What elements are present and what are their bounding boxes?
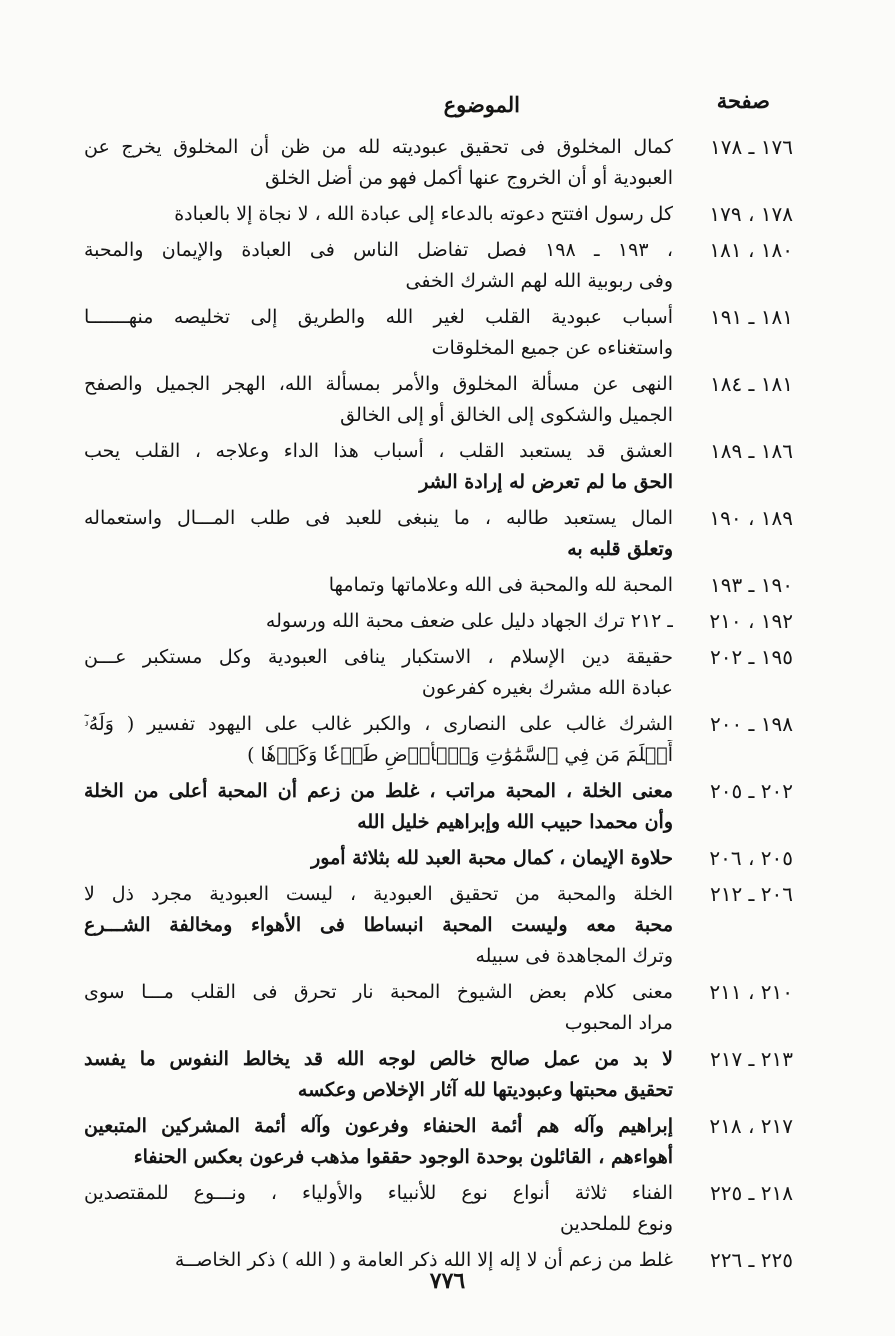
entry-pages: ١٧٦ ـ ١٧٨ — [709, 135, 793, 159]
entry-line: ـ ٢١٢ ترك الجهاد دليل على ضعف محبة الله ورسوله — [265, 610, 673, 632]
entry-text — [84, 1044, 673, 1106]
entry-line: العشق قد يستعبد القلب ، أسباب هذا الداء وعلاجه ، القلب يحب — [84, 440, 673, 462]
entry-pages: ١٨٦ ـ ١٨٩ — [709, 439, 793, 463]
entry-pages: ٢٢٥ ـ ٢٢٦ — [709, 1248, 793, 1272]
entry-line: لا بد من عمل صالح خالص لوجه الله قد يخالط النفوس ما يفسد — [84, 1048, 673, 1070]
index-entry — [84, 1111, 793, 1173]
entry-line: الجميل والشكوى إلى الخالق أو إلى الخالق — [340, 404, 673, 426]
entry-text — [84, 302, 673, 364]
entry-line: العبودية أو أن الخروج عنها أكمل فهو من أضل الخلق — [265, 167, 673, 189]
entry-line: وأن محمدا حبيب الله وإبراهيم خليل الله — [357, 811, 673, 833]
entry-line: الشرك غالب على النصارى ، والكبر غالب على اليهود تفسير ( وَلَهُۥٓ — [84, 713, 673, 735]
entry-line: تحقيق محبتها وعبوديتها لله آثار الإخلاص وعكسه — [297, 1079, 673, 1101]
index-entry — [84, 1178, 793, 1240]
index-entry — [84, 977, 793, 1039]
index-entry — [84, 879, 793, 972]
entry-pages: ١٩٥ ـ ٢٠٢ — [709, 645, 793, 669]
index-entry — [84, 606, 793, 637]
index-entry — [84, 503, 793, 565]
index-entry — [84, 436, 793, 498]
index-entry — [84, 369, 793, 431]
index-entry — [84, 235, 793, 297]
index-entries — [84, 132, 793, 1281]
entry-line: النهى عن مسألة المخلوق والأمر بمسألة الله، الهجر الجميل والصفح — [84, 373, 673, 395]
entry-text — [84, 436, 673, 498]
entry-line: ونوع للملحدين — [560, 1213, 673, 1235]
entry-pages: ١٩٢ ، ٢١٠ — [709, 609, 793, 633]
index-entry — [84, 132, 793, 194]
entry-line: المحبة لله والمحبة فى الله وعلاماتها وتمامها — [328, 574, 673, 596]
entry-line: محبة معه وليست المحبة انبساطا فى الأهواء ومخالفة الشـــرع — [84, 914, 673, 936]
entry-text — [84, 1111, 673, 1173]
entry-line: معنى الخلة ، المحبة مراتب ، غلط من زعم أن المحبة أعلى من الخلة — [84, 780, 673, 802]
entry-line: ، ١٩٣ ـ ١٩٨ فصل تفاضل الناس فى العبادة والإيمان والمحبة — [84, 239, 673, 261]
entry-line: المال يستعبد طالبه ، ما ينبغى للعبد فى طلب المـــال واستعماله — [84, 507, 673, 529]
entry-line: وفى ربوبية الله لهم الشرك الخفى — [405, 270, 673, 292]
entry-line: كمال المخلوق فى تحقيق عبوديته لله من ظن أن المخلوق يخرج عن — [84, 136, 673, 158]
entry-text — [84, 235, 673, 297]
entry-text — [84, 843, 673, 874]
entry-line: الفناء ثلاثة أنواع نوع للأنبياء والأولياء ، ونـــوع للمقتصدين — [84, 1182, 673, 1204]
entry-line: عبادة الله مشرك بغيره كفرعون — [421, 677, 673, 699]
entry-pages: ٢١٨ ـ ٢٢٥ — [709, 1181, 793, 1205]
entry-line: أهواءهم ، القائلون بوحدة الوجود حققوا مذهب فرعون بعكس الحنفاء — [133, 1146, 673, 1168]
entry-text — [84, 503, 673, 565]
entry-text — [84, 199, 673, 230]
page-column-header: صفحة — [716, 88, 770, 113]
topic-column-header: الموضوع — [443, 92, 520, 117]
entry-text — [84, 642, 673, 704]
entry-pages: ٢١٠ ، ٢١١ — [709, 980, 793, 1004]
entry-line: غلط من زعم أن لا إله إلا الله ذكر العامة و ( الله ) ذكر الخاصــة — [174, 1249, 673, 1271]
entry-line: وتعلق قلبه به — [567, 538, 673, 560]
entry-pages: ١٩٨ ـ ٢٠٠ — [709, 712, 793, 736]
index-entry — [84, 302, 793, 364]
entry-line: واستغناءه عن جميع المخلوقات — [431, 337, 673, 359]
entry-pages: ١٧٨ ، ١٧٩ — [709, 202, 793, 226]
entry-pages: ١٨١ ـ ١٩١ — [709, 305, 793, 329]
entry-line: معنى كلام بعض الشيوخ المحبة نار تحرق فى القلب مـــا سوى — [84, 981, 673, 1003]
entry-line: أَسۡلَمَ مَن فِي ٱلسَّمَٰوَٰتِ وَٱلۡأَرۡضِ طَوۡعٗا وَكَرۡهٗا ) — [247, 744, 673, 766]
index-entry — [84, 570, 793, 601]
entry-line: حقيقة دين الإسلام ، الاستكبار ينافى العبودية وكل مستكبر عـــن — [84, 646, 673, 668]
entry-pages: ١٨١ ـ ١٨٤ — [709, 372, 793, 396]
entry-text — [84, 709, 673, 771]
entry-pages: ٢١٣ ـ ٢١٧ — [709, 1047, 793, 1071]
page-number: ٧٧٦ — [429, 1268, 466, 1294]
entry-pages: ٢٠٦ ـ ٢١٢ — [709, 882, 793, 906]
entry-line: مراد المحبوب — [564, 1012, 673, 1034]
entry-line: كل رسول افتتح دعوته بالدعاء إلى عبادة الله ، لا نجاة إلا بالعبادة — [174, 203, 673, 225]
entry-pages: ١٨٠ ، ١٨١ — [709, 238, 793, 262]
entry-text — [84, 879, 673, 972]
entry-text — [84, 132, 673, 194]
entry-line: أسباب عبودية القلب لغير الله والطريق إلى تخليصه منهـــــــا — [84, 306, 673, 328]
entry-text — [84, 776, 673, 838]
entry-text — [84, 369, 673, 431]
index-entry — [84, 843, 793, 874]
entry-line: الخلة والمحبة من تحقيق العبودية ، ليست العبودية مجرد ذل لا — [84, 883, 673, 905]
entry-line: وترك المجاهدة فى سبيله — [475, 945, 673, 967]
index-entry — [84, 642, 793, 704]
entry-pages: ٢٠٢ ـ ٢٠٥ — [709, 779, 793, 803]
entry-text — [84, 606, 673, 637]
entry-line: إبراهيم وآله هم أئمة الحنفاء وفرعون وآله أئمة المشركين المتبعين — [84, 1115, 673, 1137]
entry-line: الحق ما لم تعرض له إرادة الشر — [419, 471, 673, 493]
entry-text — [84, 570, 673, 601]
index-entry — [84, 709, 793, 771]
entry-pages: ١٨٩ ، ١٩٠ — [709, 506, 793, 530]
entry-pages: ١٩٠ ـ ١٩٣ — [709, 573, 793, 597]
entry-text — [84, 1178, 673, 1240]
entry-text — [84, 977, 673, 1039]
entry-pages: ٢١٧ ، ٢١٨ — [709, 1114, 793, 1138]
entry-pages: ٢٠٥ ، ٢٠٦ — [709, 846, 793, 870]
index-entry — [84, 776, 793, 838]
entry-line: حلاوة الإيمان ، كمال محبة العبد لله بثلاثة أمور — [311, 847, 673, 869]
index-entry — [84, 1044, 793, 1106]
index-entry — [84, 199, 793, 230]
